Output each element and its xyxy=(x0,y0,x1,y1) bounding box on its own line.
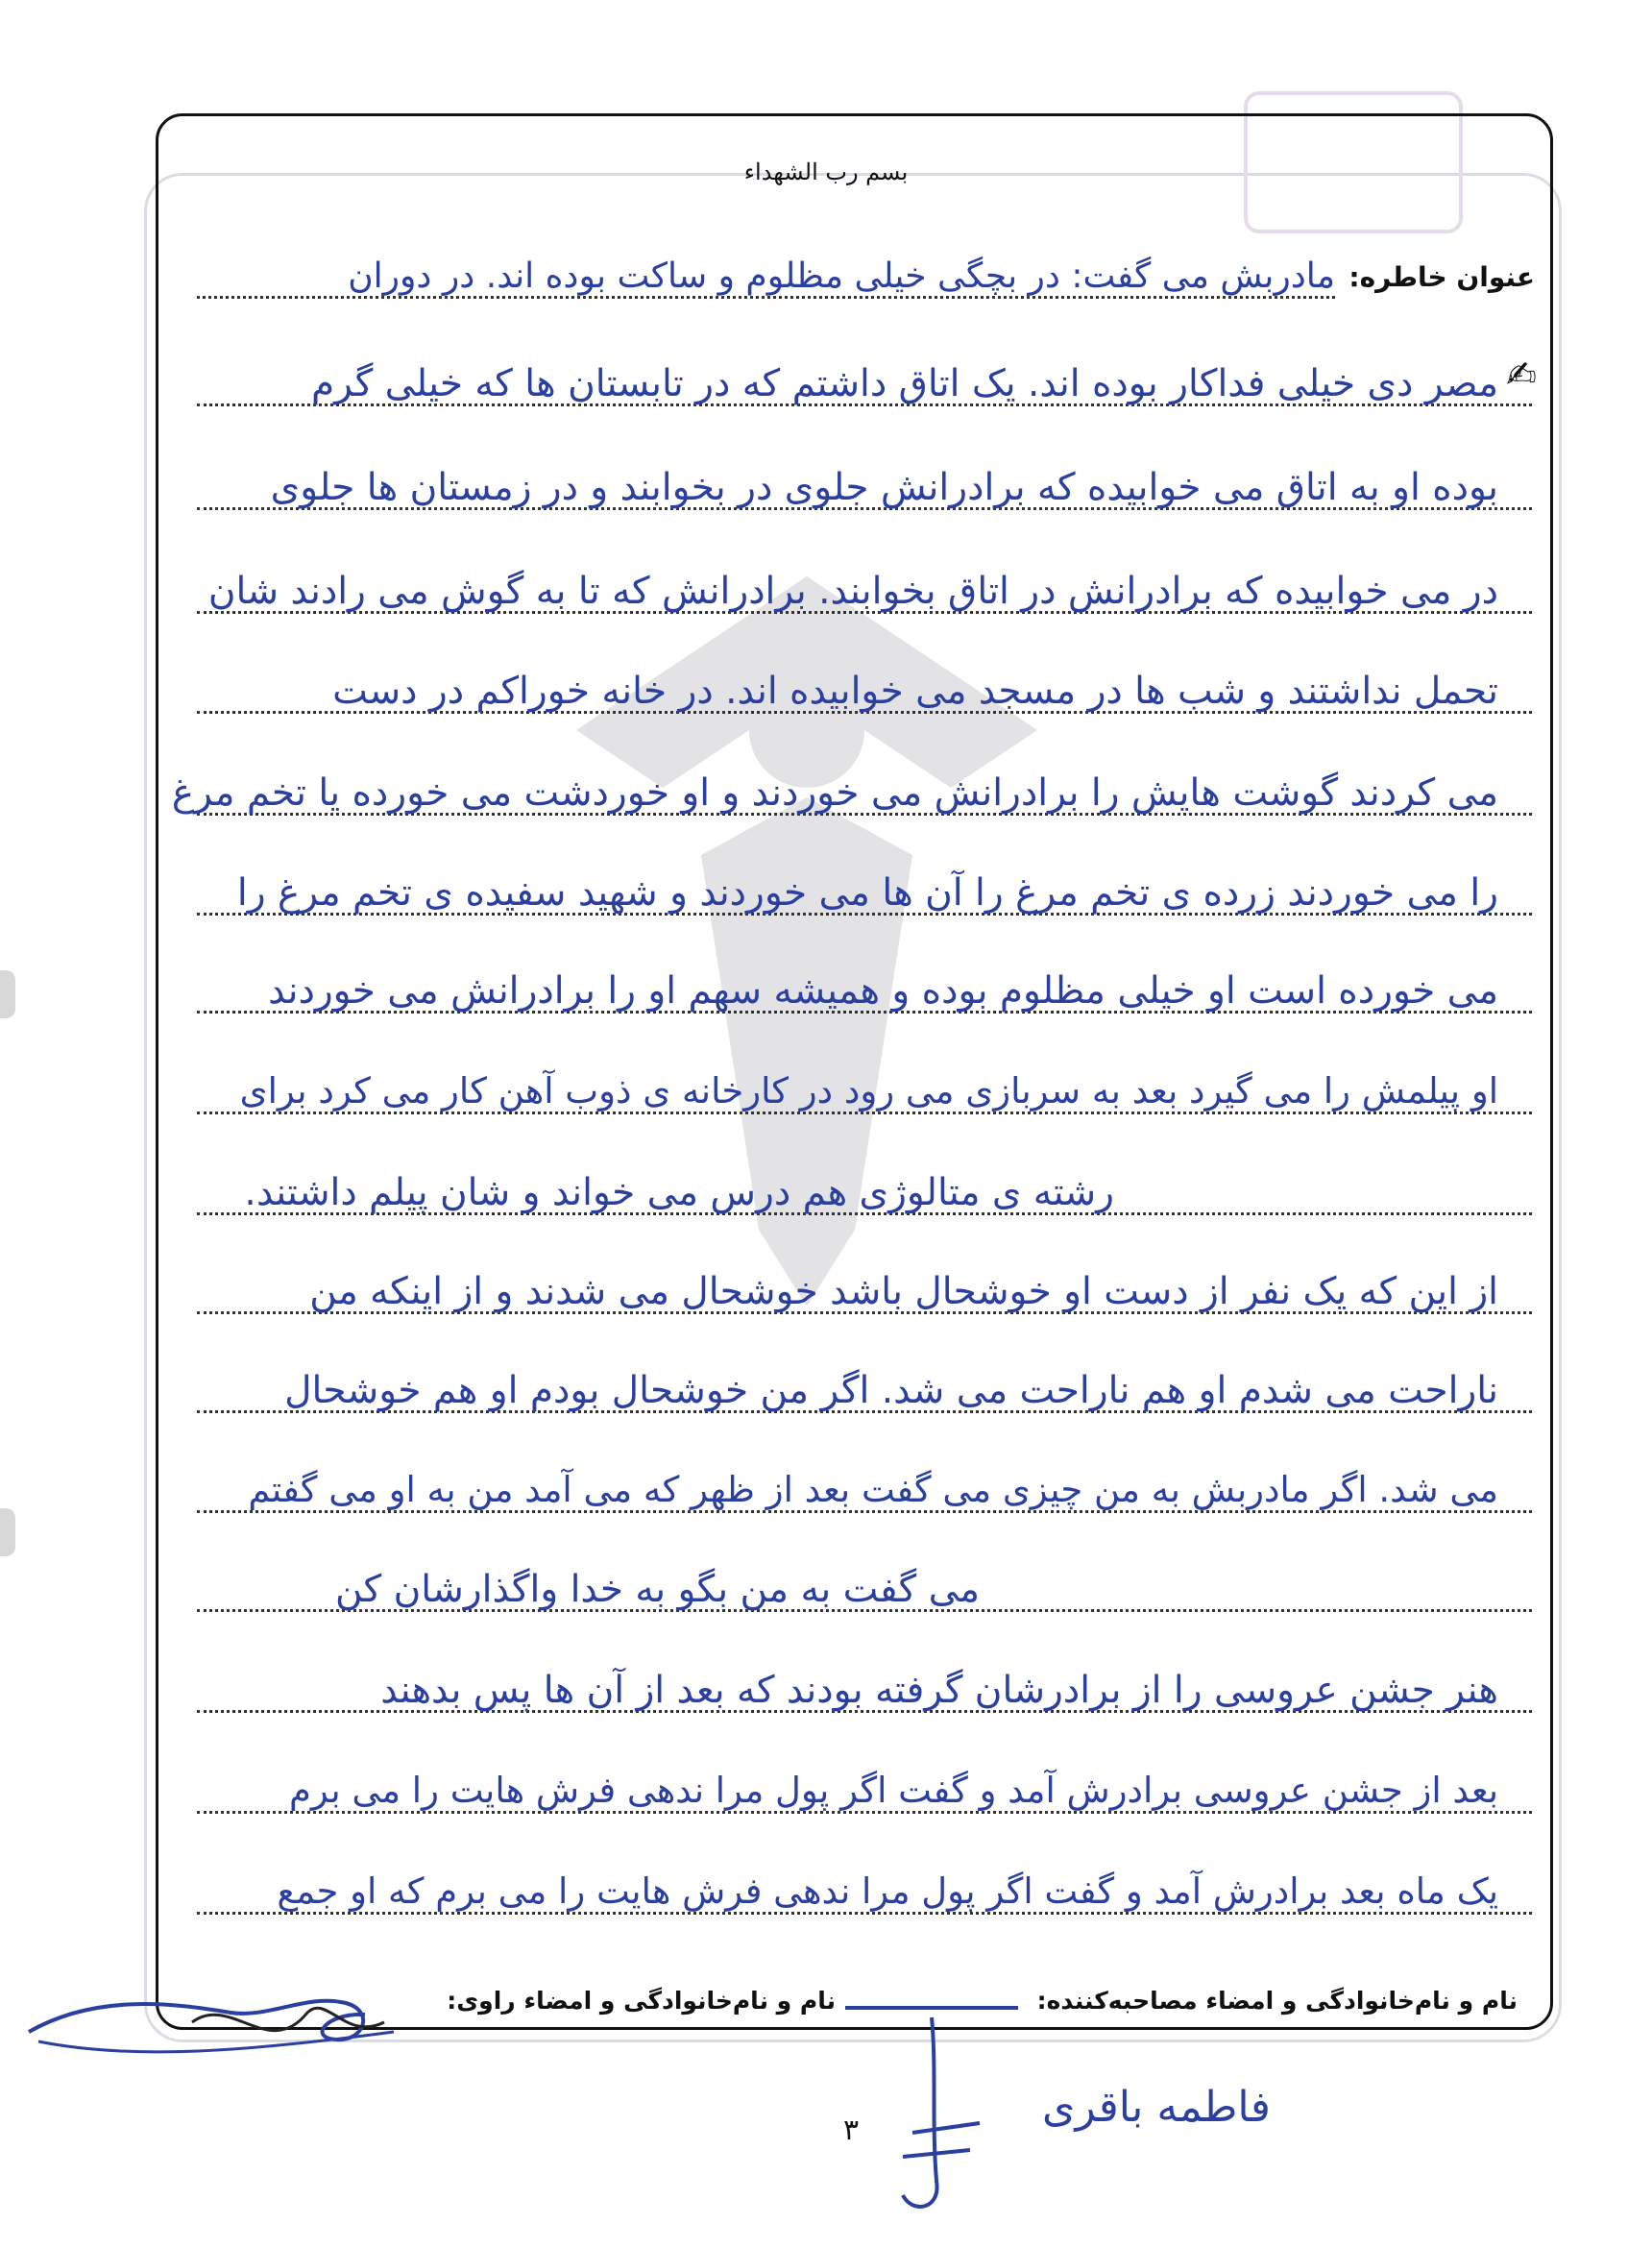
handwritten-line: مصر دی خیلی فداکار بوده اند. یک اتاق داشتم که در تابستان ها که خیلی گرم xyxy=(311,362,1498,405)
handwritten-line: بعد از جشن عروسی برادرش آمد و گفت اگر پول مرا ندهی فرش هایت را می برم xyxy=(289,1770,1498,1811)
handwritten-line: از این که یک نفر از دست او خوشحال باشد خوشحال می شدند و از اینکه من xyxy=(309,1270,1498,1313)
ruled-line xyxy=(197,1811,1532,1814)
handwritten-line: در می خوابیده که برادرانش در اتاق بخوابند. برادرانش که تا به گوش می رادند شان xyxy=(207,570,1498,613)
binding-hole xyxy=(0,1508,15,1556)
handwritten-line: بوده او به اتاق می خوابیده که برادرانش جلوی در بخوابند و در زمستان ها جلوی xyxy=(270,466,1498,509)
writing-hand-icon: ✍ xyxy=(1506,354,1537,396)
handwritten-line: او پیلمش را می گیرد بعد به سربازی می رود در کارخانه ی ذوب آهن کار می کرد برای xyxy=(239,1070,1498,1112)
signature-name: فاطمه باقری xyxy=(1042,2083,1271,2132)
handwritten-line: مادربش می گفت: در بچگی خیلی مظلوم و ساکت بوده اند. در دوران xyxy=(348,257,1335,296)
memory-title-label: عنوان خاطره: xyxy=(1348,261,1535,293)
page-title: بسم رب الشهداء xyxy=(743,159,909,185)
handwritten-line: می شد. اگر مادربش به من چیزی می گفت بعد از ظهر که می آمد من به او می گفتم xyxy=(248,1469,1498,1510)
handwritten-line: می گفت به من بگو به خدا واگذارشان کن xyxy=(334,1568,980,1611)
narrator-signature-label: نام و نام‌خانوادگی و امضاء راوی: xyxy=(447,1987,836,2015)
handwritten-line: هنر جشن عروسی را از برادرشان گرفته بودند که بعد از آن ها پس بدهند xyxy=(380,1669,1498,1712)
ruled-line xyxy=(197,296,1335,299)
page-number: ۳ xyxy=(843,2114,860,2147)
handwritten-line: می کردند گوشت هایش را برادرانش می خوردند و او خوردشت می خورده یا تخم مرغ xyxy=(171,771,1498,815)
interviewer-signature xyxy=(845,1989,1037,2219)
ruled-line xyxy=(197,1112,1532,1114)
handwritten-line: را می خوردند زرده ی تخم مرغ را آن ها می خوردند و شهید سفیده ی تخم مرغ را xyxy=(236,871,1498,915)
ruled-line xyxy=(197,1510,1532,1513)
interviewer-signature-label: نام و نام‌خانوادگی و امضاء مصاحبه‌کننده: xyxy=(1036,1987,1518,2015)
ruled-line xyxy=(197,1912,1532,1915)
handwritten-line: تحمل نداشتند و شب ها در مسجد می خوابیده اند. در خانه خوراکم در دست xyxy=(332,670,1498,713)
handwritten-line: می خورده است او خیلی مظلوم بوده و همیشه سهم او را برادرانش می خوردند xyxy=(268,969,1498,1013)
handwritten-line: رشته ی متالوژی هم درس می خواند و شان پیلم داشتند. xyxy=(244,1171,1114,1214)
handwritten-line: ناراحت می شدم او هم ناراحت می شد. اگر من خوشحال بودم او هم خوشحال xyxy=(284,1369,1498,1412)
binding-hole xyxy=(0,970,15,1018)
narrator-signature xyxy=(19,1955,403,2070)
handwritten-line: یک ماه بعد برادرش آمد و گفت اگر پول مرا ندهی فرش هایت را می برم که او جمع xyxy=(277,1870,1498,1912)
